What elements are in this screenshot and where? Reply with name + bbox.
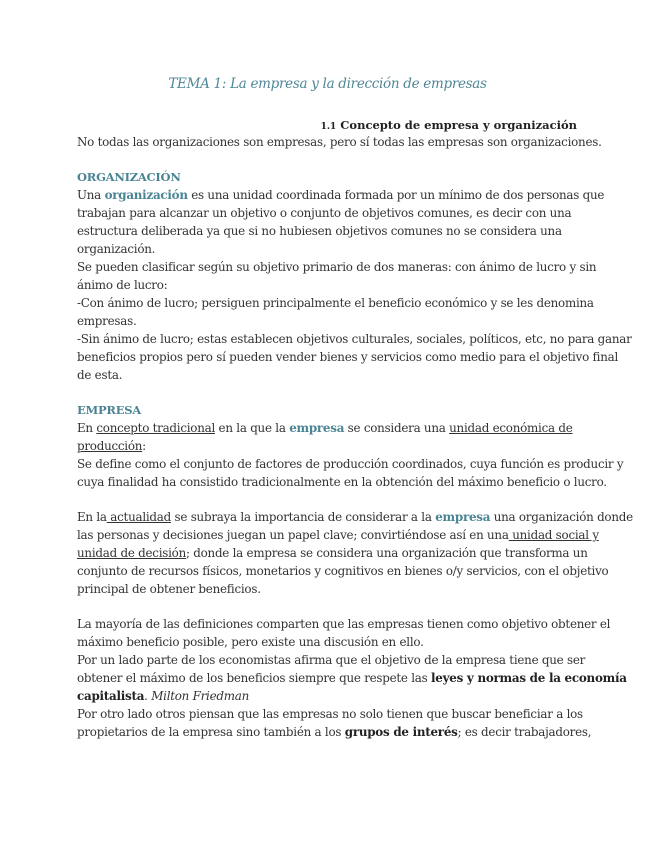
text-line: principal de obtener beneficios. — [77, 582, 261, 596]
text-line: Por un lado parte de los economistas afirma que el objetivo de la empresa tiene que ser — [77, 653, 586, 667]
text-line: cuya finalidad ha consistido tradicionalmente en la obtención del máximo beneficio o lucro. — [77, 475, 607, 489]
term-empresa: empresa — [289, 421, 345, 435]
text-run: . — [144, 689, 152, 703]
term-grupos-interes: grupos de interés — [344, 725, 458, 739]
intro-paragraph: No todas las organizaciones son empresas, pero sí todas las empresas son organizaciones. — [77, 135, 602, 149]
section-number: 1.1 — [320, 122, 337, 132]
text-run: ; es decir trabajadores, — [457, 725, 592, 739]
text-run: En — [77, 421, 97, 435]
text-run: obtener el máximo de los beneficios siempre que respete las — [77, 671, 432, 685]
text-line: -Sin ánimo de lucro; estas establecen objetivos culturales, sociales, políticos, etc, no para ganar — [77, 332, 632, 346]
text-run: es una unidad coordinada formada por un mínimo de dos personas que — [187, 188, 605, 202]
text-line: Se define como el conjunto de factores de producción coordinados, cuya función es producir y — [77, 457, 624, 471]
text-run: Una — [77, 188, 105, 202]
empresa-traditional-line — [77, 419, 582, 437]
term-concepto-tradicional: concepto tradicional — [96, 421, 216, 435]
text-line: -Con ánimo de lucro; persiguen principalmente el beneficio económico y se les denomina — [77, 296, 594, 310]
text-run: En la — [77, 510, 107, 524]
term-actualidad: actualidad — [106, 510, 171, 524]
text-line: beneficios propios pero sí pueden vender bienes y servicios como medio para el objetivo final — [77, 350, 619, 364]
text-run: propietarios de la empresa sino también a los — [77, 725, 345, 739]
section-subtitle-text: Concepto de empresa y organización — [336, 118, 577, 132]
text-run: en la que la — [215, 421, 290, 435]
term-capitalista: capitalista — [77, 689, 145, 703]
text-line: organización. — [77, 242, 156, 256]
text-line: trabajan para alcanzar un objetivo o conjunto de objetivos comunes, es decir con una — [77, 206, 572, 220]
text-run: : — [142, 439, 146, 453]
organizacion-heading: ORGANIZACIÓN — [77, 170, 181, 184]
text-run: se considera una — [344, 421, 450, 435]
text-line — [77, 437, 582, 455]
term-produccion: producción — [77, 439, 143, 453]
organizacion-definition-line — [77, 186, 605, 204]
section-subtitle — [321, 118, 577, 132]
text-line — [77, 669, 627, 687]
term-unidad-social: unidad social y — [508, 528, 599, 542]
text-line: empresas. — [77, 314, 137, 328]
text-run: ; donde la empresa se considera una organización que transforma un — [185, 546, 588, 560]
text-line — [77, 687, 582, 705]
text-line: Se pueden clasificar según su objetivo primario de dos maneras: con ánimo de lucro y sin — [77, 260, 597, 274]
text-run: una organización donde — [490, 510, 633, 524]
text-line — [77, 723, 592, 741]
author-citation: Milton Friedman — [151, 689, 250, 703]
term-leyes-normas: leyes y normas de la economía — [431, 671, 627, 685]
text-run: se subraya la importancia de considerar a la — [171, 510, 436, 524]
document-body — [77, 133, 633, 741]
term-organizacion: organización — [104, 188, 188, 202]
empresa-actualidad-line — [77, 508, 633, 526]
text-line — [77, 544, 588, 562]
term-empresa: empresa — [435, 510, 491, 524]
text-line: máximo beneficio posible, pero existe una discusión en ello. — [77, 635, 424, 649]
text-line: de esta. — [77, 368, 123, 382]
term-unidad-economica: unidad económica de — [449, 421, 573, 435]
text-line: ánimo de lucro: — [77, 278, 168, 292]
text-line: La mayoría de las definiciones comparten que las empresas tienen como objetivo obtener el — [77, 617, 611, 631]
text-line: conjunto de recursos físicos, monetarios y cognitivos en bienes o/y servicios, con el objetivo — [77, 564, 609, 578]
text-line — [77, 526, 599, 544]
text-line: estructura deliberada ya que si no hubiesen objetivos comunes no se considera una — [77, 224, 562, 238]
document-title: TEMA 1: La empresa y la dirección de empresas — [168, 76, 487, 92]
text-run: las personas y decisiones juegan un papel clave; convirtiéndose así en una — [77, 528, 509, 542]
term-unidad-decision: unidad de decisión — [77, 546, 186, 560]
empresa-heading: EMPRESA — [77, 403, 141, 417]
text-line: Por otro lado otros piensan que las empresas no solo tienen que buscar beneficiar a los — [77, 707, 583, 721]
